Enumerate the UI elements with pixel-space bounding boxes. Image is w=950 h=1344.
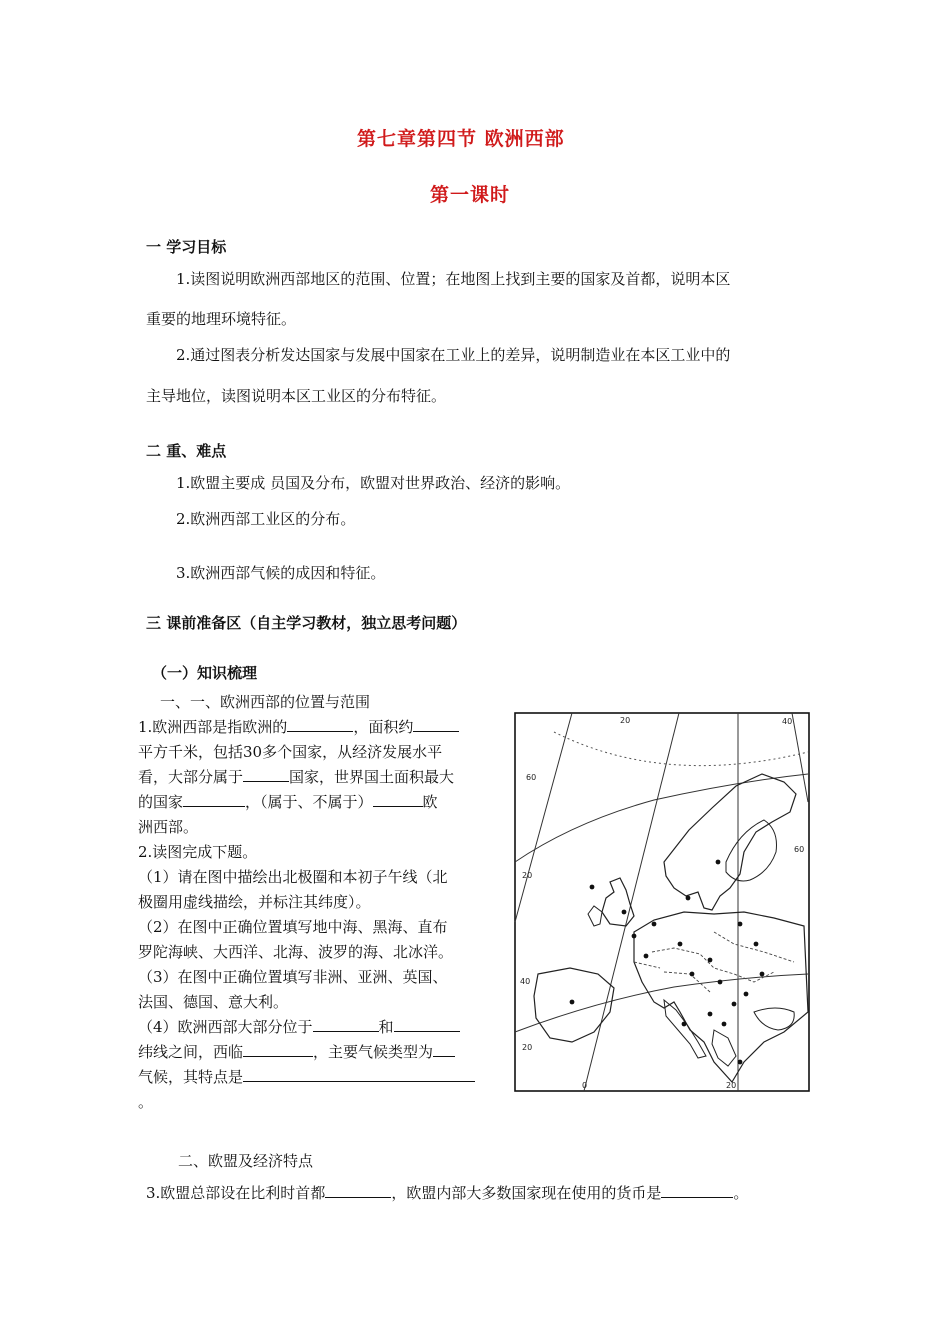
goal-1-line-1: 1.读图说明欧洲西部地区的范围、位置；在地图上找到主要的国家及首都，说明本区 xyxy=(176,270,731,288)
answer-blank[interactable] xyxy=(433,1041,455,1057)
question-1-line-1: 1.欧洲西部是指欧洲的 ，面积约 xyxy=(138,716,459,737)
map-coordinate-label: 20 xyxy=(726,1081,737,1090)
map-coordinate-label: 40 xyxy=(782,717,793,726)
question-1-line-4: 的国家 ，（属于、不属于） 欧 xyxy=(138,793,438,811)
question-2-3-line-2: 法国、德国、意大利。 xyxy=(138,993,289,1011)
question-2-2-line-1: （2）在图中正确位置填写地中海、黑海、直布 xyxy=(138,918,448,936)
goal-1-line-2: 重要的地理环境特征。 xyxy=(146,310,297,328)
section-heading-keypoints: 二 重、难点 xyxy=(146,442,227,460)
document-subtitle: 第一课时 xyxy=(430,184,511,206)
answer-blank[interactable] xyxy=(394,1016,460,1032)
map-coordinate-label: 40 xyxy=(520,977,531,986)
map-coordinate-label: 20 xyxy=(522,1043,533,1052)
subheading-knowledge: （一）知识梳理 xyxy=(152,664,258,682)
map-coordinate-label: 0 xyxy=(582,1081,588,1090)
keypoint-1: 1.欧盟主要成 员国及分布，欧盟对世界政治、经济的影响。 xyxy=(176,474,571,492)
question-2-4-line-2: 纬线之间，西临 ，主要气候类型为 xyxy=(138,1041,455,1062)
question-1-line-3: 看，大部分属于 国家，世界国土面积最大 xyxy=(138,768,455,786)
question-2-intro: 2.读图完成下题。 xyxy=(138,843,258,861)
section-heading-goals: 一 学习目标 xyxy=(146,238,227,256)
keypoint-3: 3.欧洲西部气候的成因和特征。 xyxy=(176,564,386,582)
answer-blank[interactable] xyxy=(243,766,289,782)
answer-blank[interactable] xyxy=(243,1041,313,1057)
answer-blank[interactable] xyxy=(243,1066,475,1082)
goal-2-line-1: 2.通过图表分析发达国家与发展中国家在工业上的差异，说明制造业在本区工业中的 xyxy=(176,346,731,364)
question-1-line-2: 平方千米，包括30多个国家，从经济发展水平 xyxy=(138,743,443,761)
answer-blank[interactable] xyxy=(313,1016,379,1032)
question-3: 3.欧盟总部设在比利时首都 ，欧盟内部大多数国家现在使用的货币是 。 xyxy=(146,1184,749,1202)
part-1-title: 一、一、欧洲西部的位置与范围 xyxy=(160,693,371,711)
question-2-1-line-2: 极圈用虚线描绘，并标注其纬度）。 xyxy=(138,893,371,911)
question-1-line-5: 洲西部。 xyxy=(138,818,199,836)
map-coordinate-label: 20 xyxy=(522,871,533,880)
answer-blank[interactable] xyxy=(413,716,459,732)
map-coordinate-label: 60 xyxy=(794,845,805,854)
question-2-3-line-1: （3）在图中正确位置填写非洲、亚洲、英国、 xyxy=(138,968,448,986)
question-2-4-line-3: 气候，其特点是 xyxy=(138,1066,475,1087)
europe-outline-map xyxy=(514,712,810,1092)
answer-blank[interactable] xyxy=(373,791,423,807)
answer-blank[interactable] xyxy=(183,791,245,807)
question-2-2-line-2: 罗陀海峡、大西洋、北海、波罗的海、北冰洋。 xyxy=(138,943,454,961)
question-2-4-line-1: （4）欧洲西部大部分位于 和 xyxy=(138,1016,460,1037)
answer-blank[interactable] xyxy=(287,716,353,732)
answer-blank[interactable] xyxy=(661,1182,733,1198)
map-coordinate-label: 20 xyxy=(620,716,631,725)
question-2-1-line-1: （1）请在图中描绘出北极圈和本初子午线（北 xyxy=(138,868,448,886)
document-title: 第七章第四节 欧洲西部 xyxy=(357,128,565,150)
answer-blank[interactable] xyxy=(325,1182,391,1198)
section-heading-prep: 三 课前准备区（自主学习教材，独立思考问题） xyxy=(146,614,467,632)
goal-2-line-2: 主导地位，读图说明本区工业区的分布特征。 xyxy=(146,387,447,405)
part-2-title: 二、欧盟及经济特点 xyxy=(178,1152,314,1170)
map-coordinate-label: 60 xyxy=(526,773,537,782)
question-2-4-line-4: 。 xyxy=(138,1093,154,1111)
keypoint-2: 2.欧洲西部工业区的分布。 xyxy=(176,510,356,528)
